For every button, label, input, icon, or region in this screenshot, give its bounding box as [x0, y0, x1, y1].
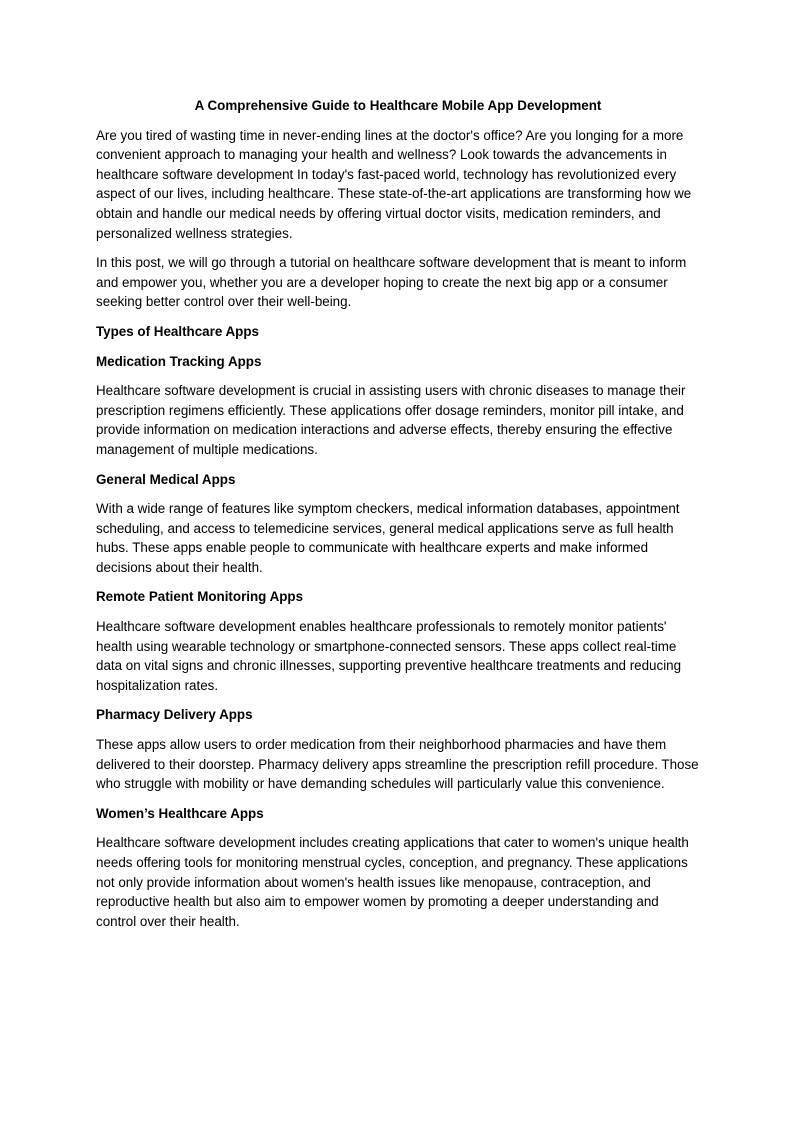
section-remote-monitoring — [96, 587, 700, 695]
section-body: Healthcare software development is crucial in assisting users with chronic diseases to manage their prescription regimens efficiently. These applications offer dosage reminders, monitor pill intake, and provide information on medication interactions and adverse effects, thereby ensuring the effective management of multiple medications. — [96, 383, 686, 457]
section-heading: Pharmacy Delivery Apps — [96, 707, 253, 723]
section-heading: Women’s Healthcare Apps — [96, 805, 264, 821]
section-pharmacy-delivery — [96, 705, 700, 793]
intro-paragraph: Are you tired of wasting time in never-ending lines at the doctor's office? Are you longing for a more convenient approach to managing your health and wellness? Look towards the advancements in healthcare software development In today's fast-paced world, technology has revolutionized every aspect of our lives, including healthcare. These state-of-the-art applications are transforming how we obtain and handle our medical needs by offering virtual doctor visits, medication reminders, and personalized wellness strategies. — [96, 127, 692, 241]
section-body: With a wide range of features like symptom checkers, medical information databases, appointment scheduling, and access to telemedicine services, general medical applications serve as full health hubs. These apps enable people to communicate with healthcare experts and make informed decisions about their health. — [96, 501, 680, 575]
section-medication-tracking — [96, 352, 700, 460]
document-title: A Comprehensive Guide to Healthcare Mobile App Development — [194, 98, 602, 113]
intro-paragraph: In this post, we will go through a tutorial on healthcare software development that is meant to inform and empower you, whether you are a developer hoping to create the next big app or a consumer seeking better control over their well-being. — [96, 255, 687, 310]
section-heading: General Medical Apps — [96, 471, 236, 487]
section-womens-healthcare — [96, 804, 700, 932]
section-general-medical — [96, 470, 700, 578]
document-page — [96, 96, 700, 941]
types-heading: Types of Healthcare Apps — [96, 323, 259, 339]
section-heading: Medication Tracking Apps — [96, 353, 262, 369]
section-heading: Remote Patient Monitoring Apps — [96, 589, 304, 605]
section-body: These apps allow users to order medication from their neighborhood pharmacies and have them delivered to their doorstep. Pharmacy delivery apps streamline the prescription refill procedure. Those who struggle with mobility or have demanding schedules will particularly value this convenience. — [96, 737, 699, 792]
section-body: Healthcare software development enables healthcare professionals to remotely monitor patients' health using wearable technology or smartphone-connected sensors. These apps collect real-time data on vital signs and chronic illnesses, supporting preventive healthcare treatments and reducing hospitalization rates. — [96, 619, 682, 693]
section-body: Healthcare software development includes creating applications that cater to women's unique health needs offering tools for monitoring menstrual cycles, conception, and pregnancy. These applications not only provide information about women's health issues like menopause, contraception, and reproductive health but also aim to empower women by promoting a deeper understanding and control over their health. — [96, 835, 689, 929]
